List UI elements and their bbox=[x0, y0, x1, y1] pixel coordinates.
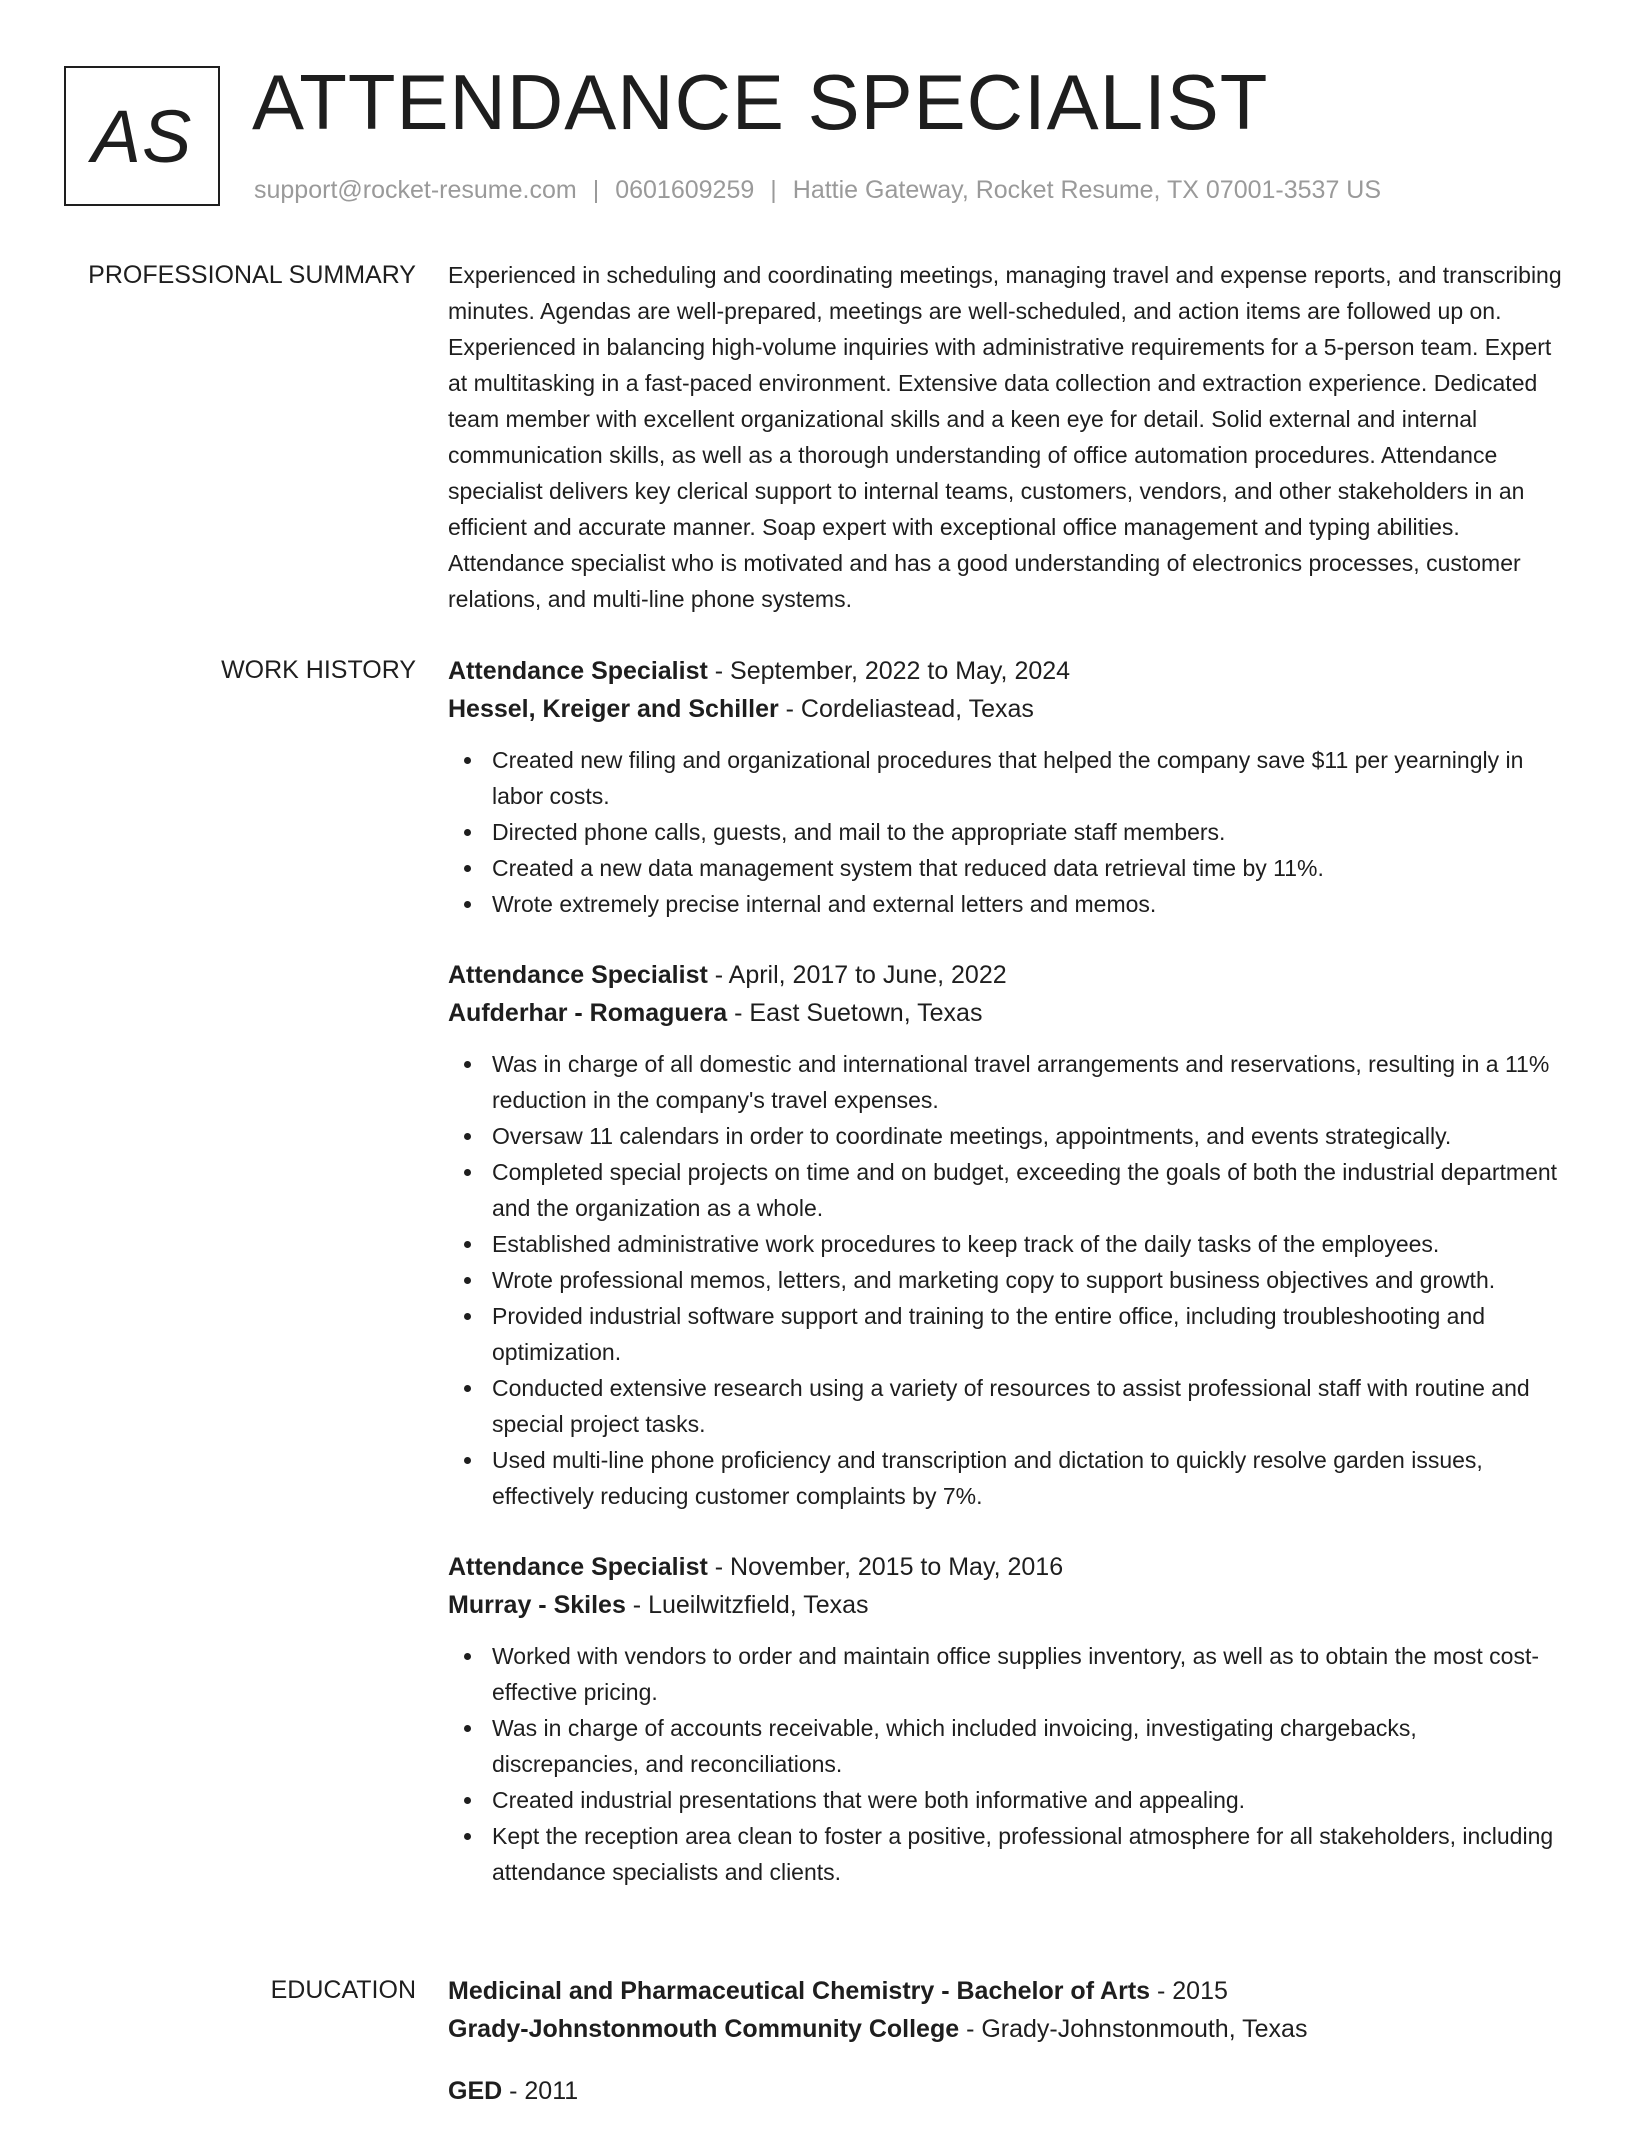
job-location: - East Suetown, Texas bbox=[727, 999, 983, 1027]
job-dates: - November, 2015 to May, 2016 bbox=[707, 1553, 1064, 1581]
job-title-line bbox=[448, 1548, 1568, 1586]
education-degree-line bbox=[448, 2072, 1568, 2110]
job-bullet: Worked with vendors to order and maintain office supplies inventory, as well as to obtain the most cost-effective pricing. bbox=[448, 1638, 1568, 1710]
job-location: - Cordeliastead, Texas bbox=[778, 695, 1034, 723]
job-company-line bbox=[448, 1586, 1568, 1624]
contact-separator: | bbox=[592, 176, 600, 204]
job-bullet: Wrote professional memos, letters, and marketing copy to support business objectives and growth. bbox=[448, 1262, 1568, 1298]
job-bullets bbox=[448, 1046, 1568, 1514]
education-year: - 2015 bbox=[1150, 1977, 1228, 2005]
job-bullets bbox=[448, 1638, 1568, 1890]
job-bullet: Provided industrial software support and training to the entire office, including troubleshooting and optimization. bbox=[448, 1298, 1568, 1370]
candidate-name: ATTENDANCE SPECIALIST bbox=[252, 58, 1269, 146]
job-company-line bbox=[448, 994, 1568, 1032]
education-school-line bbox=[448, 2010, 1568, 2048]
job-bullets bbox=[448, 742, 1568, 922]
monogram-box bbox=[64, 66, 220, 206]
job-location: - Lueilwitzfield, Texas bbox=[625, 1591, 869, 1619]
contact-line bbox=[254, 174, 1381, 206]
section-label-summary: PROFESSIONAL SUMMARY bbox=[88, 261, 416, 289]
education-degree: Medicinal and Pharmaceutical Chemistry - Bachelor of Arts bbox=[448, 1977, 1151, 2005]
job-entry bbox=[448, 652, 1568, 922]
job-bullet: Completed special projects on time and on budget, exceeding the goals of both the industrial department and the organization as a whole. bbox=[448, 1154, 1568, 1226]
job-entry bbox=[448, 956, 1568, 1514]
job-bullet: Directed phone calls, guests, and mail to the appropriate staff members. bbox=[448, 814, 1568, 850]
job-bullet: Created industrial presentations that were both informative and appealing. bbox=[448, 1782, 1568, 1818]
job-title-line bbox=[448, 956, 1568, 994]
work-history-body bbox=[448, 652, 1568, 1924]
education-entry bbox=[448, 1972, 1568, 2048]
job-bullet: Used multi-line phone proficiency and transcription and dictation to quickly resolve garden issues, effectively reducing customer complaints by 7%. bbox=[448, 1442, 1568, 1514]
education-degree: GED bbox=[448, 2077, 503, 2105]
education-degree-line bbox=[448, 1972, 1568, 2010]
section-label-education: EDUCATION bbox=[270, 1976, 416, 2004]
job-title: Attendance Specialist bbox=[448, 657, 708, 685]
job-bullet: Established administrative work procedures to keep track of the daily tasks of the employees. bbox=[448, 1226, 1568, 1262]
job-bullet: Created a new data management system that reduced data retrieval time by 11%. bbox=[448, 850, 1568, 886]
job-company: Aufderhar - Romaguera bbox=[448, 999, 728, 1027]
contact-email: support@rocket-resume.com bbox=[254, 176, 577, 204]
job-company-line bbox=[448, 690, 1568, 728]
monogram-initials: AS bbox=[91, 94, 193, 178]
summary-text: Experienced in scheduling and coordinating meetings, managing travel and expense reports, and transcribing minutes. Agendas are well-prepared, meetings are well-scheduled, and action items are followed up on. Experienced in balancing high-volume inquiries with administrative requirements for a 5-person team. Expert at multitasking in a fast-paced environment. Extensive data collection and extraction experience. Dedicated team member with excellent organizational skills and a keen eye for detail. Solid external and internal communication skills, as well as a thorough understanding of office automation procedures. Attendance specialist delivers key clerical support to internal teams, customers, vendors, and other stakeholders in an efficient and accurate manner. Soap expert with exceptional office management and typing abilities. Attendance specialist who is motivated and has a good understanding of electronics processes, customer relations, and multi-line phone systems. bbox=[448, 262, 1562, 612]
education-year: - 2011 bbox=[502, 2077, 579, 2105]
job-title-line bbox=[448, 652, 1568, 690]
job-bullet: Conducted extensive research using a variety of resources to assist professional staff with routine and special project tasks. bbox=[448, 1370, 1568, 1442]
job-bullet: Created new filing and organizational procedures that helped the company save $11 per yearningly in labor costs. bbox=[448, 742, 1568, 814]
education-entry bbox=[448, 2072, 1568, 2110]
contact-separator: | bbox=[770, 176, 777, 204]
job-bullet: Was in charge of all domestic and international travel arrangements and reservations, resulting in a 11% reduction in the company's travel expenses. bbox=[448, 1046, 1568, 1118]
job-dates: - September, 2022 to May, 2024 bbox=[707, 657, 1071, 685]
job-company: Murray - Skiles bbox=[448, 1591, 626, 1619]
job-title: Attendance Specialist bbox=[448, 1553, 708, 1581]
job-bullet: Oversaw 11 calendars in order to coordinate meetings, appointments, and events strategically. bbox=[448, 1118, 1568, 1154]
job-title: Attendance Specialist bbox=[448, 961, 708, 989]
job-bullet: Wrote extremely precise internal and external letters and memos. bbox=[448, 886, 1568, 922]
education-location: - Grady-Johnstonmouth, Texas bbox=[959, 2015, 1308, 2043]
contact-address: Hattie Gateway, Rocket Resume, TX 07001-3537 US bbox=[792, 176, 1382, 204]
job-bullet: Was in charge of accounts receivable, which included invoicing, investigating chargebacks, discrepancies, and reconciliations. bbox=[448, 1710, 1568, 1782]
summary-body bbox=[448, 257, 1568, 617]
section-label-work-history: WORK HISTORY bbox=[221, 656, 416, 684]
education-body bbox=[448, 1972, 1568, 2134]
job-dates: - April, 2017 to June, 2022 bbox=[707, 961, 1007, 989]
job-bullet: Kept the reception area clean to foster a positive, professional atmosphere for all stakeholders, including attendance specialists and clients. bbox=[448, 1818, 1568, 1890]
education-school: Grady-Johnstonmouth Community College bbox=[448, 2015, 960, 2043]
contact-phone: 0601609259 bbox=[615, 176, 755, 204]
job-entry bbox=[448, 1548, 1568, 1890]
job-company: Hessel, Kreiger and Schiller bbox=[448, 695, 779, 723]
